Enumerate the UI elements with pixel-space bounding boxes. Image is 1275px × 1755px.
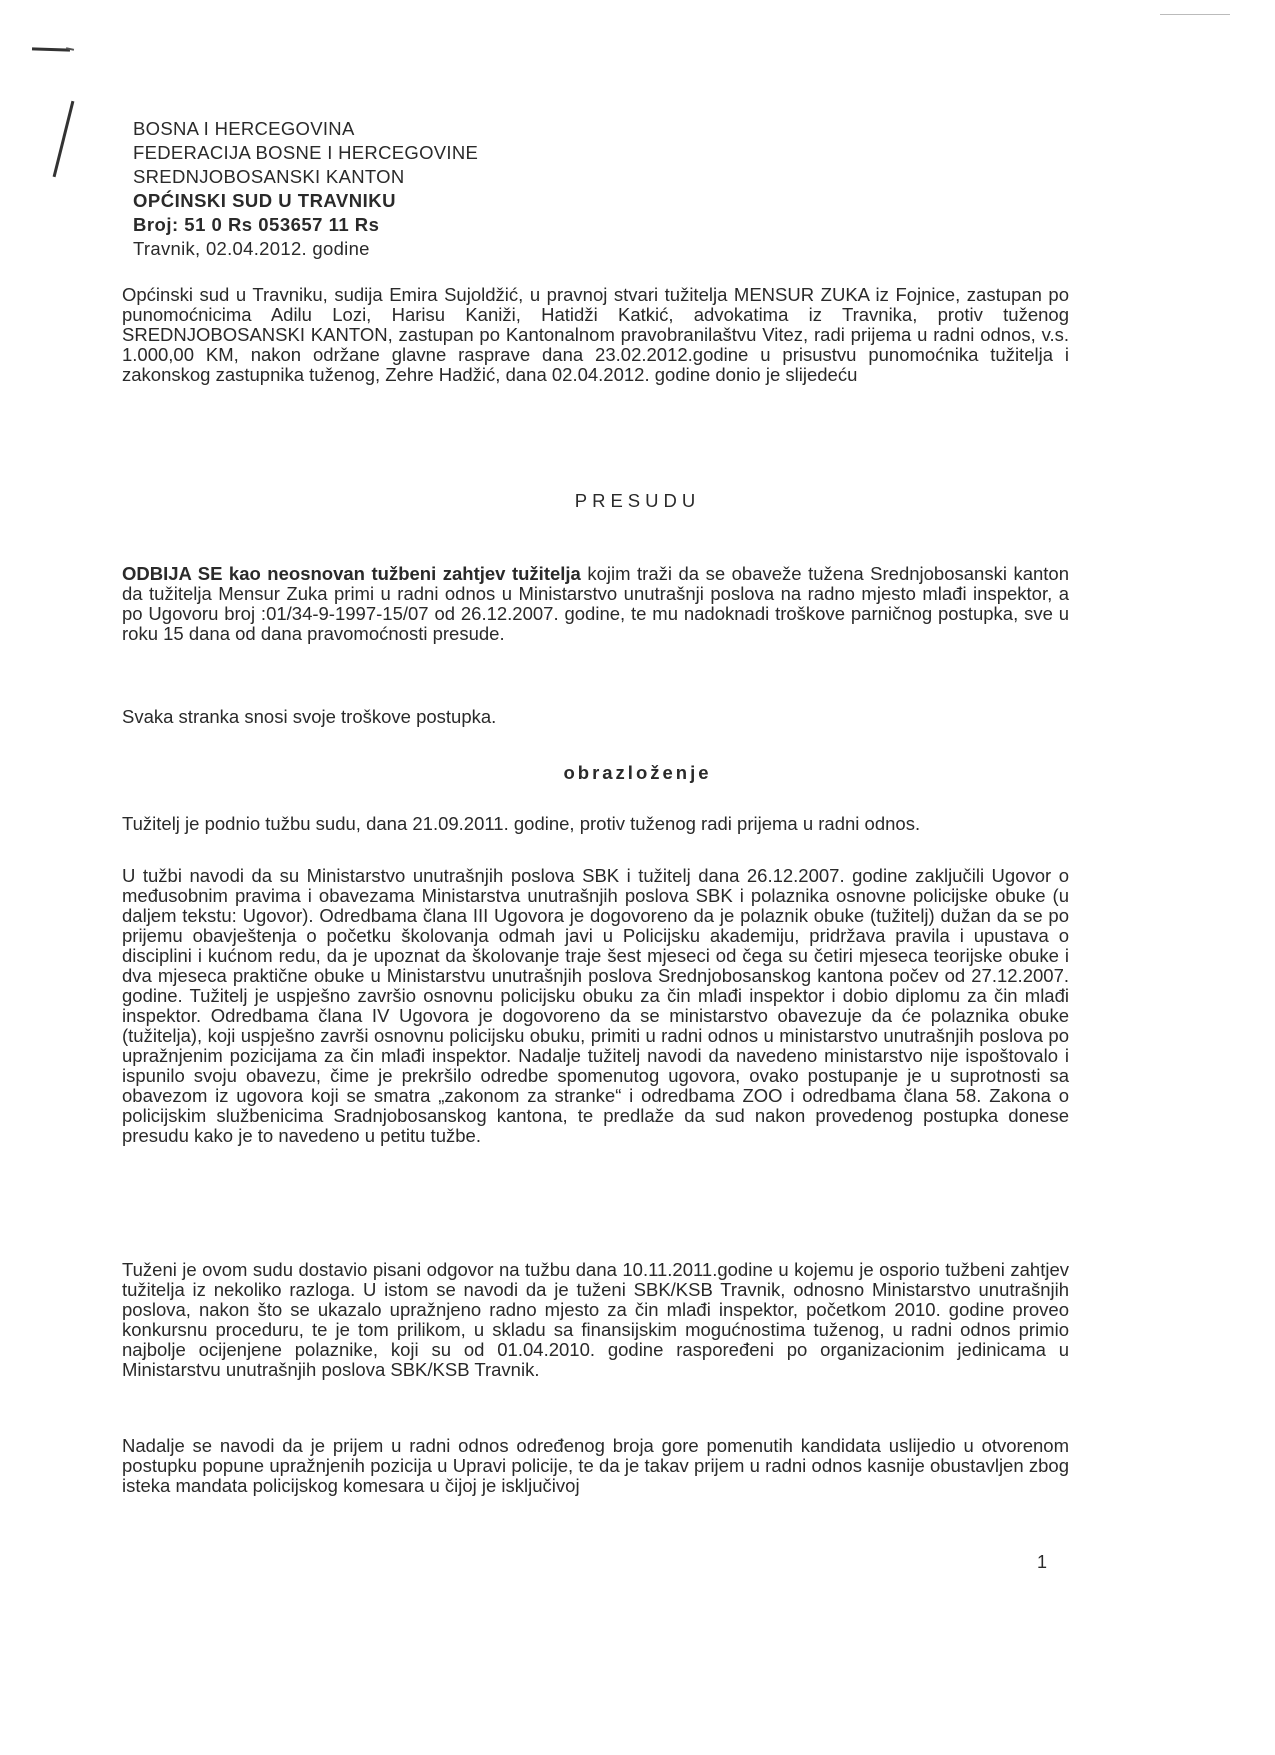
intro-paragraph: Općinski sud u Travniku, sudija Emira Sujoldžić, u pravnoj stvari tužitelja MENSUR ZUKA iz Fojnice, zastupan po punomoćnicima Adilu Lozi, Harisu Kaniži, Hatidži Katkić, advokatima iz Travnika, protiv tuženog SREDNJOBOSANSKI KANTON, zastupan po Kantonalnom pravobranilaštvu Vitez, radi prijema u radni odnos, v.s. 1.000,00 KM, nakon održane glavne rasprave dana 23.02.2012.godine u prisustvu punomoćnika tužitelja i zakonskog zastupnika tuženog, Zehre Hadžić, dana 02.04.2012. godine donio je slijedeću <box>122 284 1069 385</box>
header-case-number: Broj: 51 0 Rs 053657 11 Rs <box>133 214 380 235</box>
header-country: BOSNA I HERCEGOVINA <box>133 118 355 139</box>
pen-dash-mark <box>32 47 70 51</box>
scan-edge-mark <box>1160 14 1230 15</box>
pen-slash-mark <box>53 101 75 177</box>
costs-paragraph: Svaka stranka snosi svoje troškove postupka. <box>122 706 497 727</box>
header-canton: SREDNJOBOSANSKI KANTON <box>133 166 405 187</box>
header-federation: FEDERACIJA BOSNE I HERCEGOVINE <box>133 142 479 163</box>
reasoning-paragraph-3: Tuženi je ovom sudu dostavio pisani odgovor na tužbu dana 10.11.2011.godine u kojemu je osporio tužbeni zahtjev tužitelja iz nekoliko razloga. U istom se navodi da je tuženi SBK/KSB Travnik, odnosno Ministarstvo unutrašnjih poslova, nakon što se ukazalo upražnjeno radno mjesto za čin mlađi inspektor, početkom 2010. godine proveo konkursnu proceduru, te je tom prilikom, u skladu sa finansijskim mogućnostima tuženog, u radni odnos primio najbolje ocijenjene polaznike, koji su od 01.04.2010. godine raspoređeni po organizacionim jedinicama u Ministarstvu unutrašnjih poslova SBK/KSB Travnik. <box>122 1259 1069 1380</box>
reasoning-title: obrazloženje <box>563 762 712 783</box>
judgment-title: PRESUDU <box>574 490 701 511</box>
ruling-lead: ODBIJA SE kao neosnovan tužbeni zahtjev tužitelja <box>122 563 581 584</box>
header-court: OPĆINSKI SUD U TRAVNIKU <box>133 190 396 211</box>
reasoning-paragraph-2: U tužbi navodi da su Ministarstvo unutrašnjih poslova SBK i tužitelj dana 26.12.2007. godine zaključili Ugovor o međusobnim pravima i obavezama Ministarstva unutrašnjih poslova SBK i polaznika osnovne policijske obuke (u daljem tekstu: Ugovor). Odredbama člana III Ugovora je dogovoreno da je polaznik obuke (tužitelj) dužan da se po prijemu obavještenja o početku školovanja odmah javi u Policijsku akademiju, pridržava pravila i upustava o disciplini i kućnom redu, da je upoznat da školovanje traje šest mjeseci od čega su četiri mjeseca teorijske obuke i dva mjeseca praktične obuke u Ministarstvu unutrašnjih poslova Srednjobosanskog kantona počev od 27.12.2007. godine. Tužitelj je uspješno završio osnovnu policijsku obuku za čin mlađi inspektor i dobio diplomu za čin mlađi inspektor. Odredbama člana IV Ugovora je dogovoreno da se ministarstvo obavezuje da će polaznika obuke (tužitelja), koji uspješno završi osnovnu policijsku obuku, primiti u radni odnos u ministarstvo unutrašnjih poslova po upražnjenim pozicijama za čin mlađi inspektor. Nadalje tužitelj navodi da navedeno ministarstvo nije ispoštovalo i ispunilo svoju obavezu, čime je prekršilo odredbe spomenutog ugovora, ovako postupanje je u suprotnosti sa obavezom iz ugovora koji se smatra „zakonom za stranke“ i odredbama ZOO i odredbama člana 58. Zakona o policijskim službenicima Sradnjobosanskog kantona, te predlaže da sud nakon provedenog postupka donese presudu kako je to navedeno u petitu tužbe. <box>122 865 1069 1146</box>
ruling-rest: kojim traži da se obaveže tužena Srednjobosanski kanton da tužitelja Mensur Zuka primi u radni odnos u Ministarstvo unutrašnji poslova na radno mjesto mlađi inspektor, a po Ugovoru broj :01/34-9-1997-15/07 od 26.12.2007. godine, te mu nadoknadi troškove parničnog postupka, sve u roku 15 dana od dana pravomoćnosti presude. <box>122 563 1069 644</box>
reasoning-paragraph-1: Tužitelj je podnio tužbu sudu, dana 21.09.2011. godine, protiv tuženog radi prijema u radni odnos. <box>122 813 921 834</box>
page-number: 1 <box>1037 1552 1048 1572</box>
reasoning-paragraph-4: Nadalje se navodi da je prijem u radni odnos određenog broja gore pomenutih kandidata uslijedio u otvorenom postupku popune upražnjenih pozicija u Upravi policije, te da je takav prijem u radni odnos kasnije obustavljen zbog isteka mandata policijskog komesara u čijoj je isključivoj <box>122 1435 1069 1496</box>
ruling-paragraph <box>122 564 1069 644</box>
header-place-date: Travnik, 02.04.2012. godine <box>133 238 370 259</box>
document-header <box>133 117 478 261</box>
